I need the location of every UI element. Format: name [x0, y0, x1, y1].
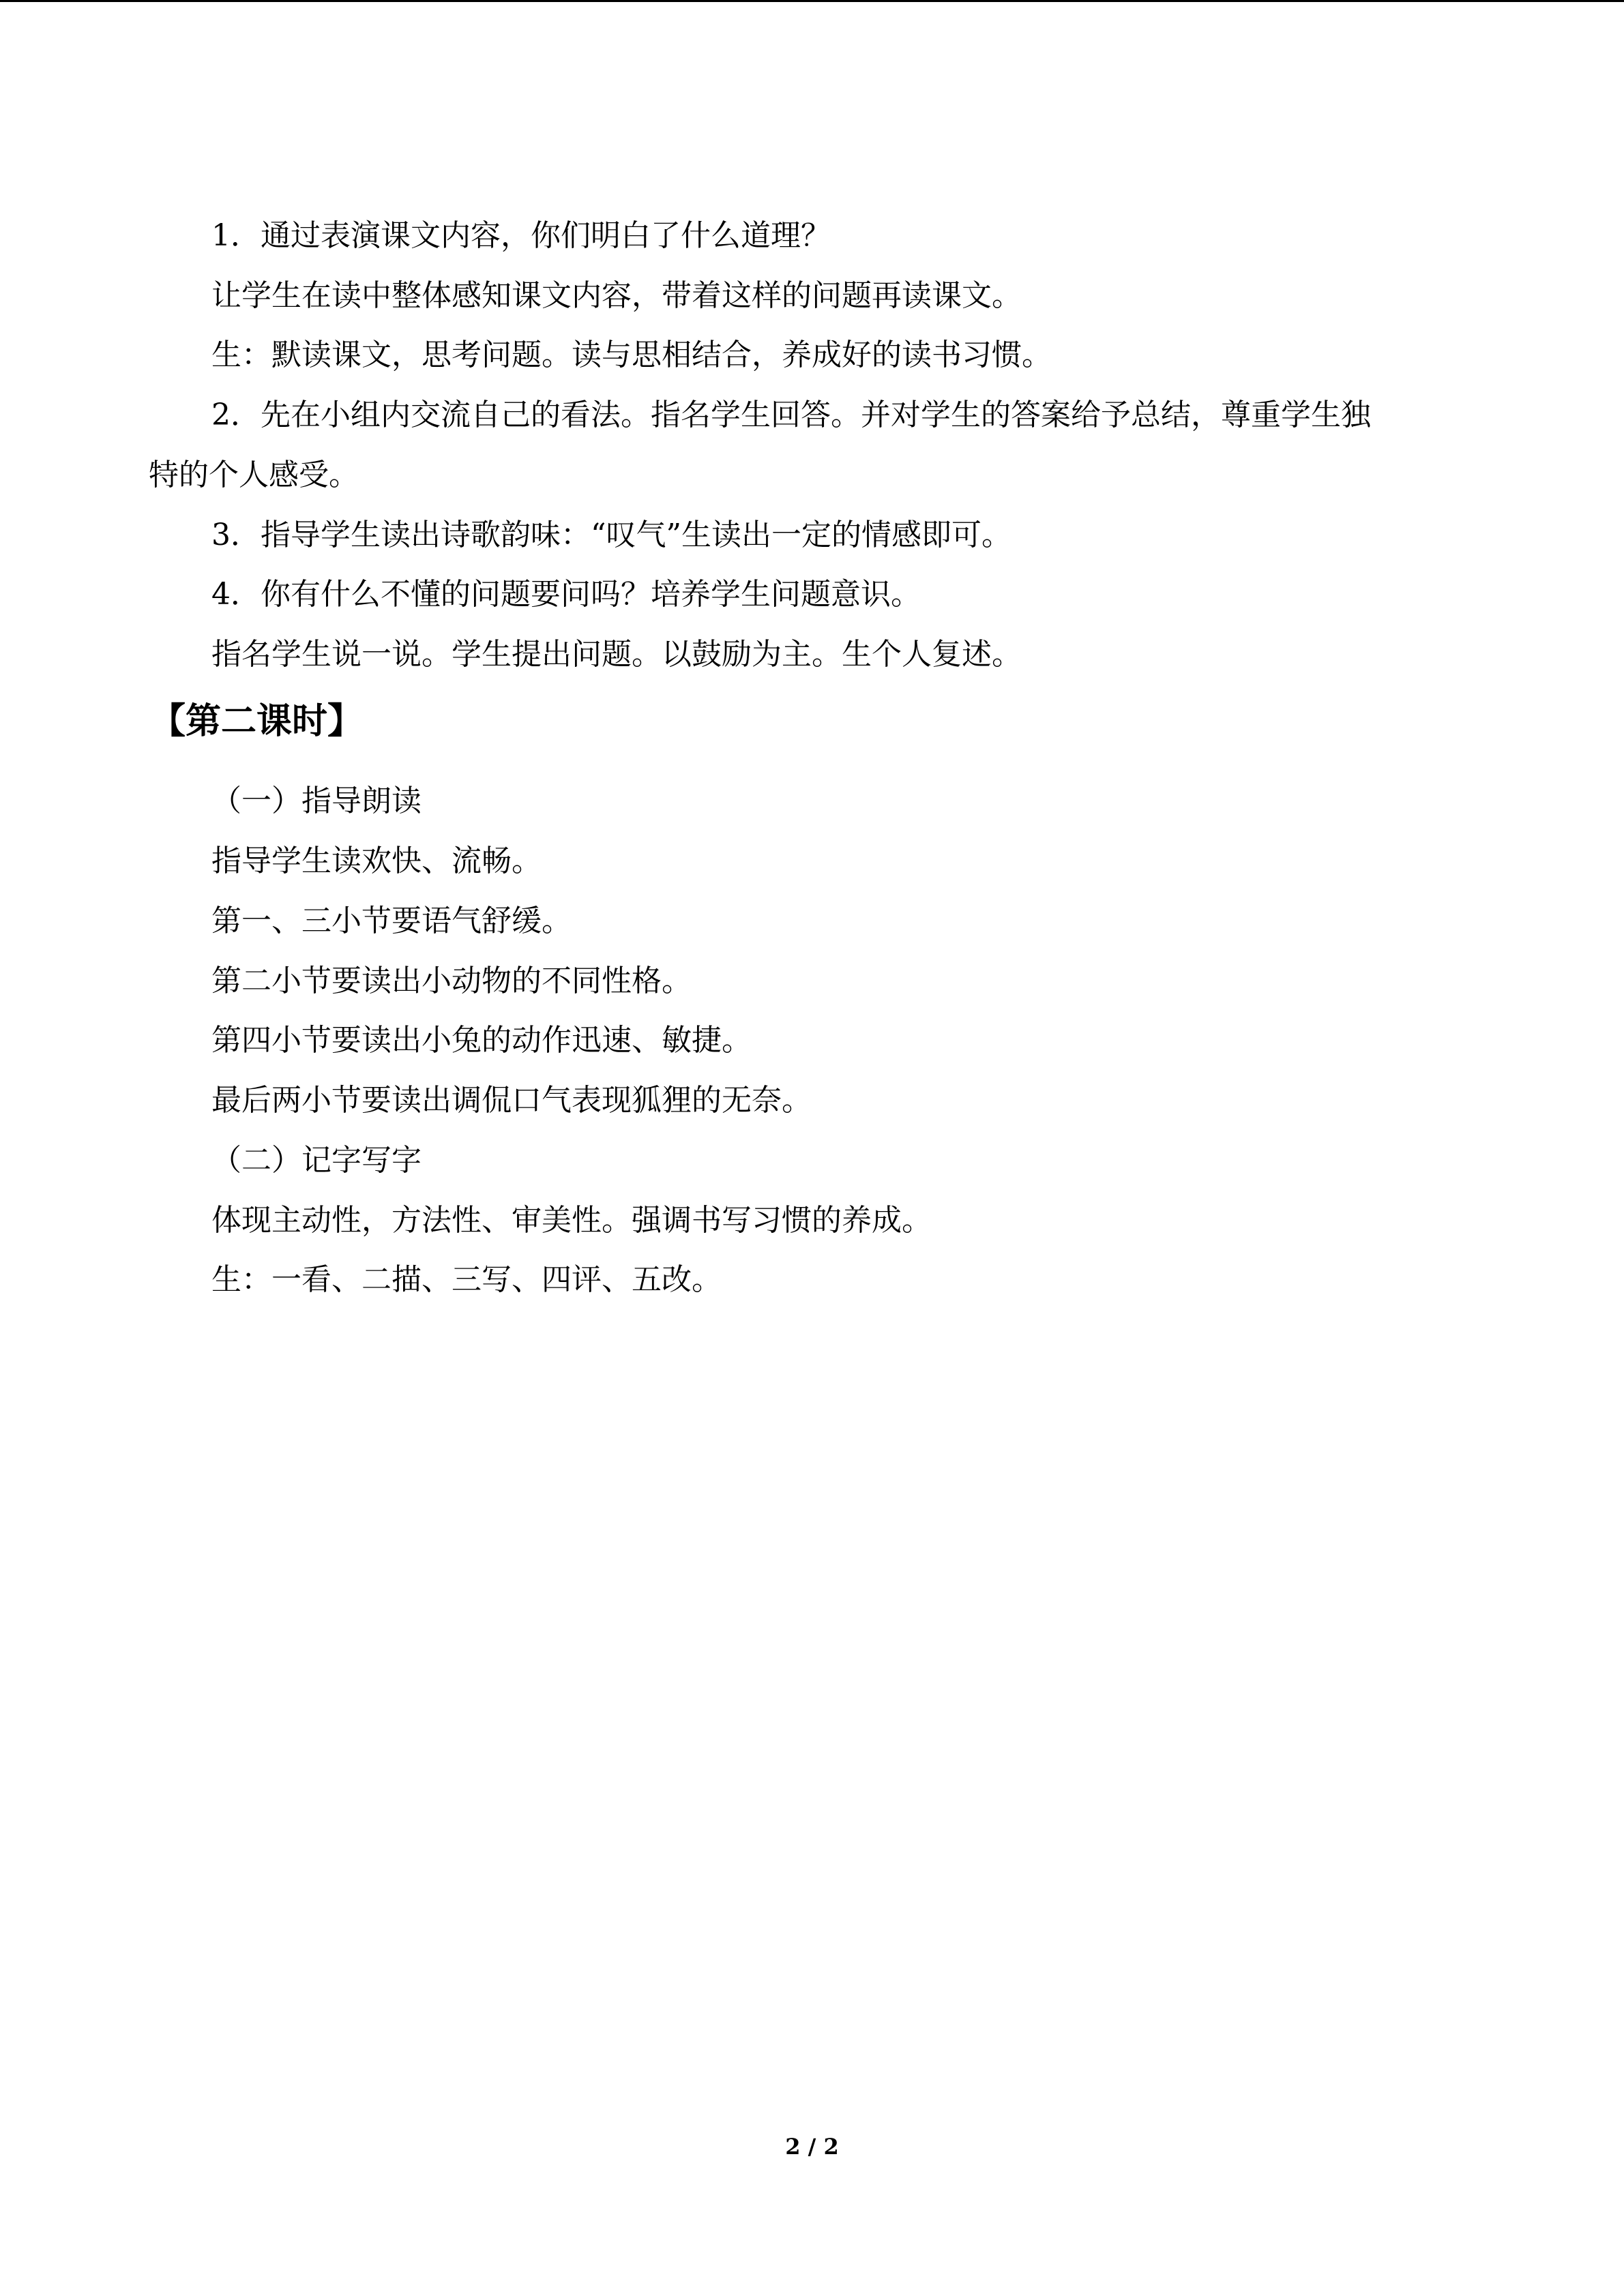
paragraph-line: 最后两小节要读出调侃口气表现狐狸的无奈。: [211, 1083, 812, 1118]
paragraph-line: 1．通过表演课文内容，你们明白了什么道理？: [211, 218, 831, 253]
subsection-title: （二）记字写字: [211, 1143, 422, 1178]
paragraph-line: 2．先在小组内交流自己的看法。指名学生回答。并对学生的答案给予总结，尊重学生独: [211, 398, 1371, 432]
paragraph-line: 体现主动性，方法性、审美性。强调书写习惯的养成。: [211, 1203, 932, 1238]
paragraph-line: 第四小节要读出小兔的动作迅速、敏捷。: [211, 1023, 752, 1058]
subsection-title: （一）指导朗读: [211, 784, 422, 818]
section-heading: 【第二课时】: [150, 701, 364, 742]
paragraph-line: 特的个人感受。: [149, 458, 359, 492]
paragraph-line: 指名学生说一说。学生提出问题。以鼓励为主。生个人复述。: [211, 637, 1022, 672]
paragraph-line: 第一、三小节要语气舒缓。: [211, 904, 572, 938]
page-number: 2 / 2: [785, 2134, 839, 2160]
paragraph-line: 指导学生读欢快、流畅。: [211, 844, 542, 878]
paragraph-line: 让学生在读中整体感知课文内容，带着这样的问题再读课文。: [211, 278, 1022, 313]
paragraph-line: 4．你有什么不懂的问题要问吗？培养学生问题意识。: [211, 577, 921, 612]
paragraph-line: 生：一看、二描、三写、四评、五改。: [211, 1262, 722, 1297]
paragraph-line: 生：默读课文，思考问题。读与思相结合，养成好的读书习惯。: [211, 338, 1052, 372]
paragraph-line: 3．指导学生读出诗歌韵味：“叹气”生读出一定的情感即可。: [211, 518, 1012, 552]
paragraph-line: 第二小节要读出小动物的不同性格。: [211, 964, 692, 998]
